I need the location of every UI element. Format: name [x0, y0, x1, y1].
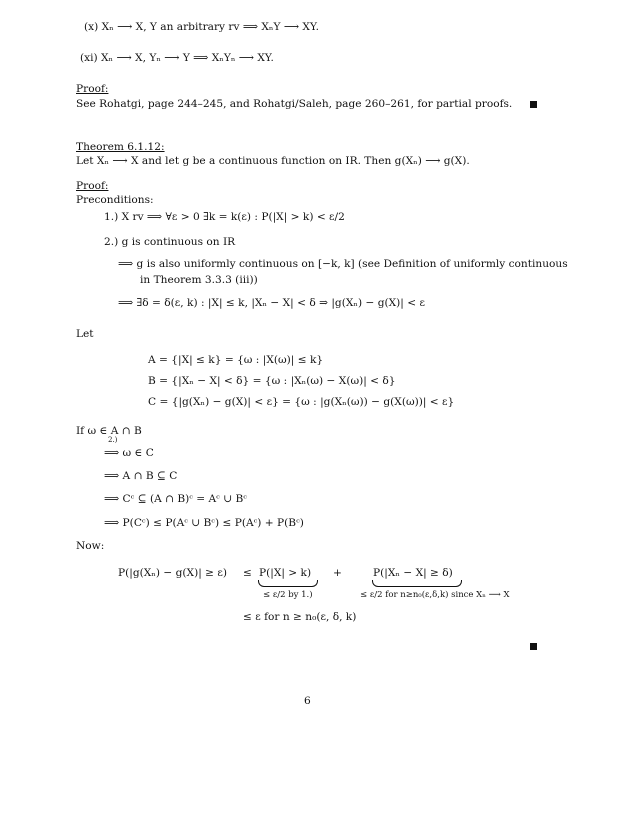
le-sign: ≤ — [243, 567, 252, 579]
term-1: P(|X| > k) — [259, 567, 312, 579]
plus-sign: + — [333, 567, 342, 579]
page-number: 6 — [304, 695, 311, 707]
underbrace-2 — [372, 580, 462, 587]
implication-2: ⟹ A ∩ B ⊆ C — [104, 470, 178, 482]
qed-mark — [530, 643, 537, 650]
proof-heading: Proof: — [76, 180, 109, 192]
if-line: If ω ∈ A ∩ B — [76, 425, 142, 437]
uniform-continuity-line: ⟹ g is also uniformly continuous on [−k, k] (see Definition of uniformly continuous — [118, 258, 568, 270]
implication-1: ⟹ ω ∈ C — [104, 447, 154, 459]
implication-label: 2.) — [108, 436, 118, 444]
proof-text: See Rohatgi, page 244–245, and Rohatgi/Saleh, page 260–261, for partial proofs. — [76, 98, 513, 110]
item-xi: (xi) Xₙ ⟶ X, Yₙ ⟶ Y ⟹ XₙYₙ ⟶ XY. — [80, 52, 274, 64]
inequality-left: P(|g(Xₙ) − g(X)| ≥ ε) — [118, 567, 228, 579]
underbrace-1 — [258, 580, 318, 587]
term-2: P(|Xₙ − X| ≥ δ) — [373, 567, 453, 579]
implication-3: ⟹ Cᶜ ⊆ (A ∩ B)ᶜ = Aᶜ ∪ Bᶜ — [104, 493, 247, 505]
final-inequality: ≤ ε for n ≥ n₀(ε, δ, k) — [243, 611, 357, 623]
theorem-statement: Let Xₙ ⟶ X and let g be a continuous function on IR. Then g(Xₙ) ⟶ g(X). — [76, 155, 470, 167]
set-b-definition: B = {|Xₙ − X| < δ} = {ω : |Xₙ(ω) − X(ω)| < δ} — [148, 375, 396, 387]
uniform-continuity-line-2: in Theorem 3.3.3 (iii)) — [140, 274, 258, 286]
proof-heading: Proof: — [76, 83, 109, 95]
set-a-definition: A = {|X| ≤ k} = {ω : |X(ω)| ≤ k} — [148, 354, 324, 366]
delta-existence-line: ⟹ ∃δ = δ(ε, k) : |X| ≤ k, |Xₙ − X| < δ ⇒ |g(Xₙ) − g(X)| < ε — [118, 297, 425, 309]
theorem-heading: Theorem 6.1.12: — [76, 141, 165, 153]
let-label: Let — [76, 328, 94, 340]
qed-mark — [530, 101, 537, 108]
implication-4: ⟹ P(Cᶜ) ≤ P(Aᶜ ∪ Bᶜ) ≤ P(Aᶜ) + P(Bᶜ) — [104, 517, 304, 529]
item-x: (x) Xₙ ⟶ X, Y an arbitrary rv ⟹ XₙY ⟶ XY. — [84, 21, 319, 33]
now-label: Now: — [76, 540, 105, 552]
preconditions-label: Preconditions: — [76, 194, 154, 206]
precondition-2: 2.) g is continuous on IR — [104, 236, 236, 248]
precondition-1: 1.) X rv ⟹ ∀ε > 0 ∃k = k(ε) : P(|X| > k) < ε/2 — [104, 211, 345, 223]
underbrace-1-note: ≤ ε/2 by 1.) — [263, 590, 313, 600]
underbrace-2-note: ≤ ε/2 for n≥n₀(ε,δ,k) since Xₙ ⟶ X — [360, 590, 510, 600]
set-c-definition: C = {|g(Xₙ) − g(X)| < ε} = {ω : |g(Xₙ(ω)) − g(X(ω))| < ε} — [148, 396, 455, 408]
